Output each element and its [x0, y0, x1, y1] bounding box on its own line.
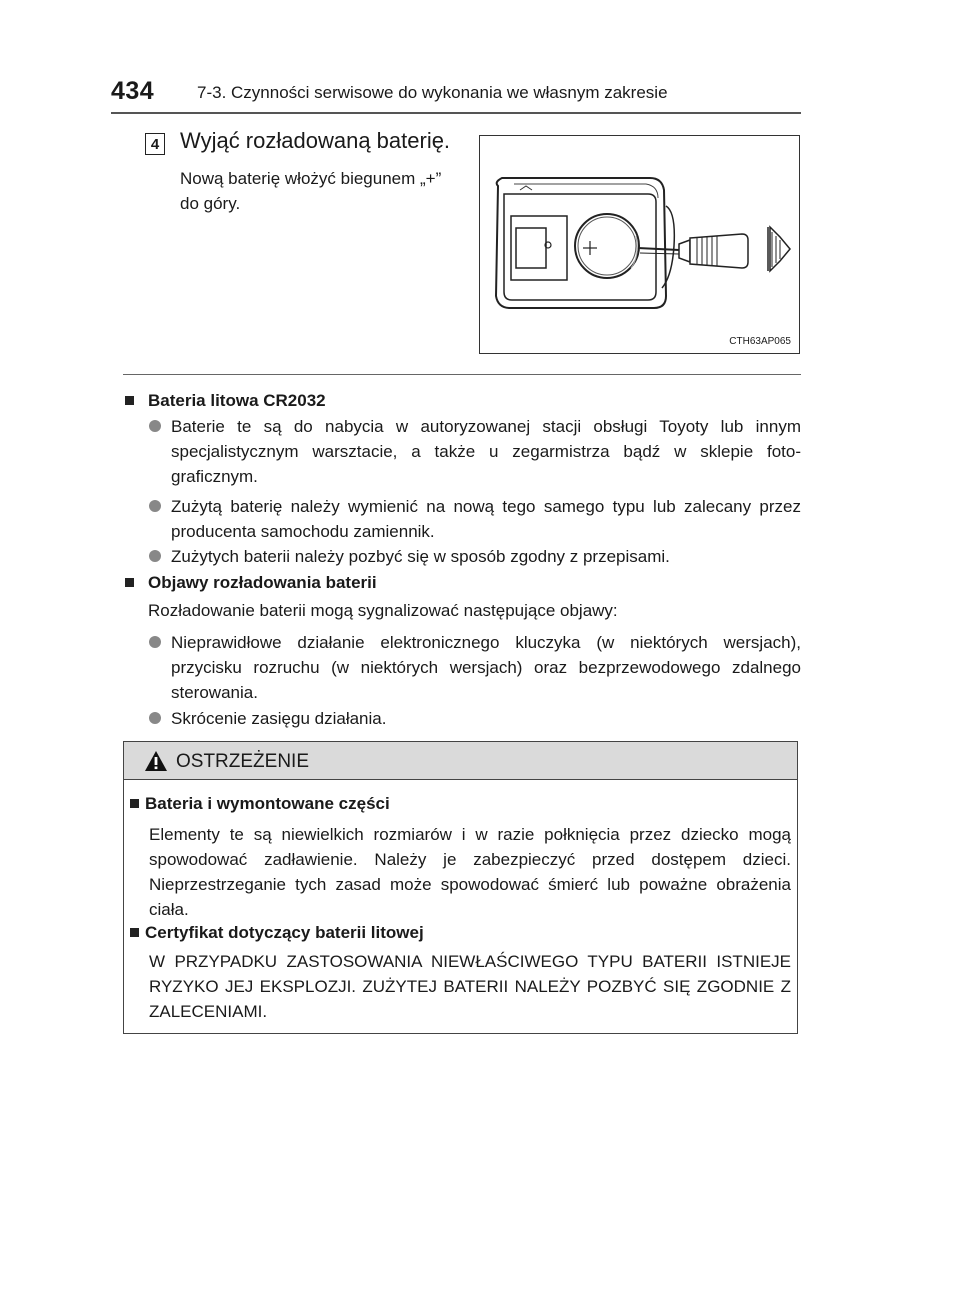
- section-intro: Rozładowanie baterii mogą sygnalizować następujące objawy:: [148, 601, 618, 620]
- warning-text-certificate: W PRZYPADKU ZASTOSOWANIA NIEWŁAŚCIWEGO TYPU BATERII ISTNIEJE RYZYKO JEJ EKSPLOZJI. ZUŻYTEJ BATERII NALEŻY POZBYĆ SIĘ ZGODNIE Z ZALECENIAMI.: [149, 952, 791, 1021]
- warning-triangle-icon: [144, 750, 168, 772]
- page-number: 434: [111, 77, 155, 105]
- square-bullet-icon: [130, 799, 139, 808]
- warning-box: OSTRZEŻENIE Bateria i wymontowane części Elementy te są niewielkich rozmiarów i w razie połknięcia przez dziecko mogą spowodować zadławienie. Należy je zabezpieczyć przed dostępem dzieci. Nieprzestrzeganie tych zasad może spowodować śmierć lub poważne obrażenia ciała. Certyfikat dotyczący baterii litowej W PRZYPADKU ZASTOSOWANIA NIEWŁAŚCIWEGO TYPU BATERII ISTNIEJE RYZYKO JEJ EKSPLOZJI. ZUŻYTEJ BATERII NALEŻY POZBYĆ SIĘ ZGODNIE Z ZALECENIAMI.: [123, 741, 798, 1034]
- warning-header: [124, 742, 797, 780]
- list-item: Zużytą baterię należy wymienić na nową tego samego typu lub zalecany przez producenta samochodu zamiennik.: [149, 494, 801, 544]
- page-header: [111, 72, 801, 112]
- square-bullet-icon: [125, 578, 134, 587]
- list-item: Zużytych baterii należy pozbyć się w sposób zgodny z przepisami.: [149, 544, 801, 569]
- round-bullet-icon: [149, 712, 161, 724]
- round-bullet-icon: [149, 420, 161, 432]
- header-rule: [111, 112, 801, 114]
- list-item: Skrócenie zasięgu działania.: [149, 706, 801, 731]
- square-bullet-icon: [125, 396, 134, 405]
- round-bullet-icon: [149, 636, 161, 648]
- warning-text-parts: Elementy te są niewielkich rozmiarów i w razie połknięcia przez dziecko mogą spowodować zadławienie. Należy je zabezpieczyć przed dostępem dzieci. Nieprzestrzeganie tych zasad może spowodować śmierć lub poważne obrażenia ciała.: [149, 825, 791, 919]
- step-description: Nową baterię włożyć biegunem „+” do góry.: [180, 169, 442, 213]
- list-item: Nieprawidłowe działanie elektronicznego kluczyka (w niektórych wersjach), przycisku rozruchu (w niektórych wersjach) oraz bezprzewodowego zdalnego sterowania.: [149, 630, 801, 705]
- section-divider: [123, 374, 801, 375]
- square-bullet-icon: [130, 928, 139, 937]
- round-bullet-icon: [149, 500, 161, 512]
- section-title: 7-3. Czynności serwisowe do wykonania we własnym zakresie: [197, 83, 668, 102]
- list-item: Baterie te są do nabycia w autoryzowanej stacji obsługi Toyoty lub innym specjalistycznym warsztacie, a także u zegarmistrza bądź w sklepie foto-graficznym.: [149, 414, 801, 489]
- key-battery-illustration: [480, 136, 799, 353]
- step-title: Wyjąć rozładowaną baterię.: [180, 128, 451, 153]
- battery-removal-figure: [479, 135, 800, 354]
- warning-title: OSTRZEŻENIE: [176, 751, 310, 772]
- round-bullet-icon: [149, 550, 161, 562]
- figure-code: CTH63AP065: [729, 336, 791, 347]
- step-number-badge: 4: [145, 133, 165, 155]
